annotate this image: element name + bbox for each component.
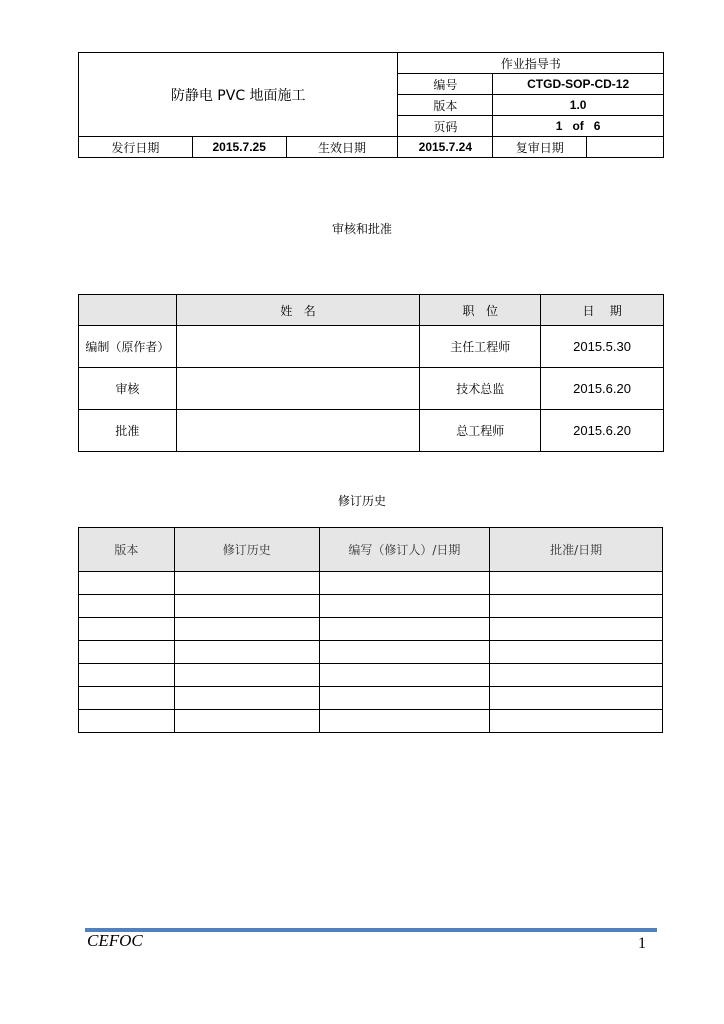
revision-row <box>79 641 663 664</box>
effective-date: 2015.7.24 <box>398 137 493 158</box>
approval-position: 主任工程师 <box>420 326 541 368</box>
revision-cell <box>319 710 490 733</box>
revision-row <box>79 595 663 618</box>
revision-cell <box>174 618 319 641</box>
doc-type: 作业指导书 <box>398 53 664 74</box>
revision-cell <box>490 687 663 710</box>
revision-cell <box>490 641 663 664</box>
approval-position: 总工程师 <box>420 410 541 452</box>
version-label: 版本 <box>398 95 493 116</box>
issue-date: 2015.7.25 <box>192 137 286 158</box>
document-header-table <box>78 52 664 158</box>
revision-cell <box>79 664 175 687</box>
revision-row <box>79 687 663 710</box>
revision-cell <box>319 687 490 710</box>
revision-cell <box>174 687 319 710</box>
revision-col-version: 版本 <box>79 528 175 572</box>
review-date <box>587 137 664 158</box>
revision-table-body <box>79 572 663 733</box>
revision-col-approval-date: 批准/日期 <box>490 528 663 572</box>
document-title: 防静电 PVC 地面施工 <box>79 53 398 137</box>
revision-heading: 修订历史 <box>337 494 386 508</box>
footer-rule <box>85 928 657 932</box>
revision-col-history: 修订历史 <box>174 528 319 572</box>
approval-role: 批准 <box>79 410 177 452</box>
approval-date: 2015.6.20 <box>541 410 664 452</box>
approval-col-role <box>79 295 177 326</box>
revision-cell <box>319 664 490 687</box>
approval-col-date: 日 期 <box>541 295 664 326</box>
revision-cell <box>490 710 663 733</box>
approval-row <box>79 410 664 452</box>
revision-cell <box>319 641 490 664</box>
number-label: 编号 <box>398 74 493 95</box>
revision-table <box>78 527 663 733</box>
revision-cell <box>490 664 663 687</box>
page-label: 页码 <box>398 116 493 137</box>
approval-row <box>79 326 664 368</box>
approval-date: 2015.5.30 <box>541 326 664 368</box>
version-value: 1.0 <box>493 95 664 116</box>
revision-cell <box>79 710 175 733</box>
revision-cell <box>490 618 663 641</box>
approval-table <box>78 294 664 452</box>
review-date-label: 复审日期 <box>493 137 587 158</box>
revision-cell <box>79 618 175 641</box>
footer-brand: CEFOC <box>87 931 143 950</box>
revision-cell <box>174 664 319 687</box>
revision-cell <box>319 618 490 641</box>
revision-cell <box>490 572 663 595</box>
revision-cell <box>174 595 319 618</box>
approval-role: 编制（原作者） <box>79 326 177 368</box>
footer-page-number: 1 <box>638 935 646 952</box>
effective-date-label: 生效日期 <box>286 137 398 158</box>
revision-col-author-date: 编写（修订人）/日期 <box>319 528 490 572</box>
revision-cell <box>490 595 663 618</box>
page-value: 1 of 6 <box>493 116 664 137</box>
approval-col-name: 姓 名 <box>176 295 420 326</box>
approval-col-position: 职 位 <box>420 295 541 326</box>
approval-name <box>176 326 420 368</box>
revision-cell <box>79 595 175 618</box>
revision-cell <box>174 641 319 664</box>
revision-row <box>79 618 663 641</box>
revision-cell <box>319 595 490 618</box>
revision-cell <box>79 687 175 710</box>
approval-row <box>79 368 664 410</box>
approval-name <box>176 410 420 452</box>
revision-row <box>79 664 663 687</box>
number-value: CTGD-SOP-CD-12 <box>493 74 664 95</box>
revision-cell <box>79 641 175 664</box>
revision-cell <box>174 572 319 595</box>
revision-row <box>79 572 663 595</box>
revision-cell <box>79 572 175 595</box>
approval-role: 审核 <box>79 368 177 410</box>
revision-cell <box>174 710 319 733</box>
revision-cell <box>319 572 490 595</box>
approval-heading: 审核和批准 <box>331 222 392 236</box>
approval-name <box>176 368 420 410</box>
approval-position: 技术总监 <box>420 368 541 410</box>
approval-date: 2015.6.20 <box>541 368 664 410</box>
revision-row <box>79 710 663 733</box>
issue-date-label: 发行日期 <box>79 137 193 158</box>
